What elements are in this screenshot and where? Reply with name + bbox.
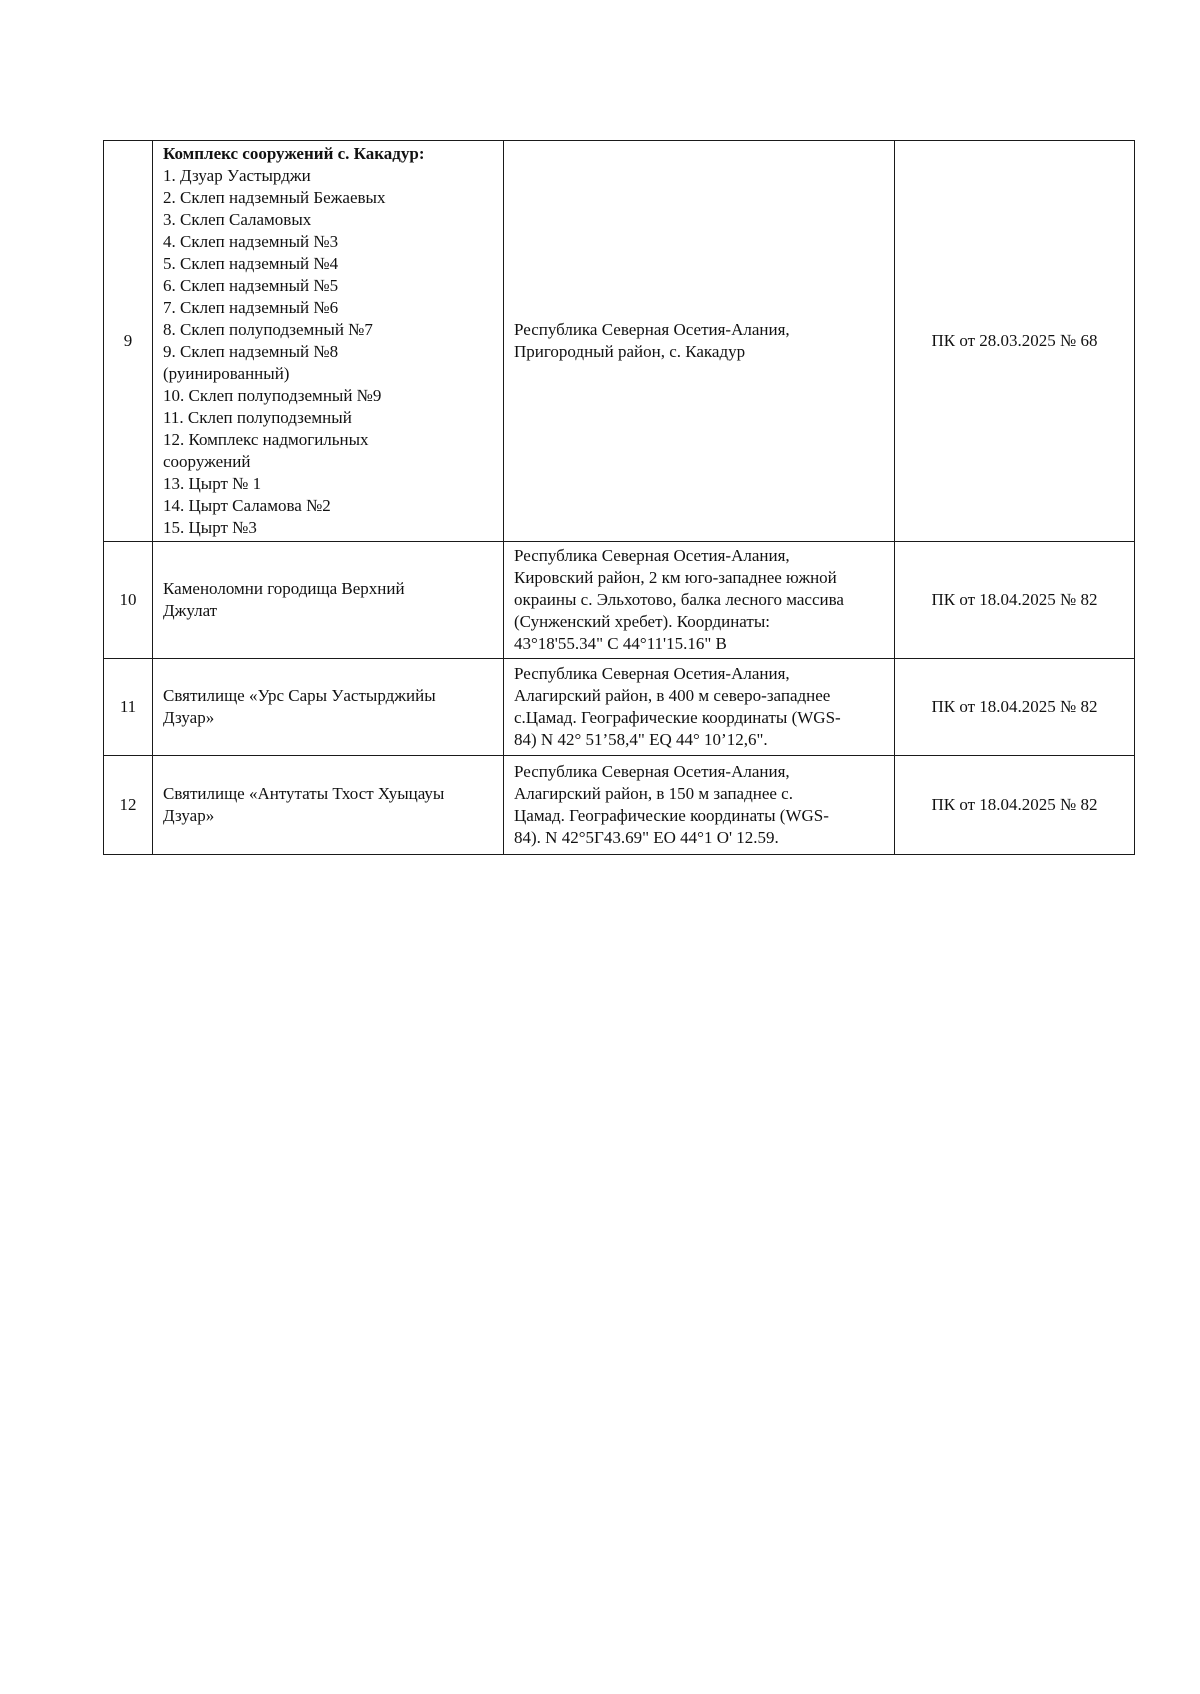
location-line: Кировский район, 2 км юго-западнее южной [514, 568, 837, 587]
location-line: Цамад. Географические координаты (WGS- [514, 806, 829, 825]
location-line: Республика Северная Осетия-Алания, [514, 546, 790, 565]
object-list-item: (руинированный) [163, 364, 290, 383]
object-list-item: 6. Склеп надземный №5 [163, 276, 339, 295]
row-number: 12 [104, 756, 153, 855]
object-list-item: 12. Комплекс надмогильных [163, 430, 369, 449]
object-list-item: 7. Склеп надземный №6 [163, 298, 339, 317]
location-line: 84). N 42°5Г43.69" ЕО 44°1 О' 12.59. [514, 828, 779, 847]
object-name-line: Святилище «Урс Сары Уастырджийы [163, 686, 436, 705]
location-line: Алагирский район, в 400 м северо-западнее [514, 686, 831, 705]
heritage-objects-table [103, 140, 1135, 855]
location-line: (Сунженский хребет). Координаты: [514, 612, 770, 631]
table-row [104, 659, 1135, 756]
location-line: 43°18'55.34" С 44°11'15.16" В [514, 634, 727, 653]
object-list-item: 15. Цырт №3 [163, 518, 257, 537]
location-line: Республика Северная Осетия-Алания, [514, 664, 790, 683]
object-name-line: Дзуар» [163, 708, 215, 727]
object-name-line: Каменоломни городища Верхний [163, 579, 405, 598]
row-number: 11 [104, 659, 153, 756]
object-name-cell [153, 141, 504, 542]
location-cell [504, 756, 895, 855]
object-list-item: 10. Склеп полуподземный №9 [163, 386, 382, 405]
location-line: окраины с. Эльхотово, балка лесного массива [514, 590, 844, 609]
row-number: 9 [104, 141, 153, 542]
object-list-item: 9. Склеп надземный №8 [163, 342, 339, 361]
object-name-line: Святилище «Антутаты Тхост Хуыцауы [163, 784, 445, 803]
object-list-item: 13. Цырт № 1 [163, 474, 262, 493]
location-line: Республика Северная Осетия-Алания, [514, 762, 790, 781]
location-cell [504, 141, 895, 542]
object-name-cell [153, 756, 504, 855]
object-list-item: 4. Склеп надземный №3 [163, 232, 339, 251]
table-row [104, 141, 1135, 542]
row-number: 10 [104, 542, 153, 659]
object-list-item: сооружений [163, 452, 251, 471]
location-line: 84) N 42° 51’58,4" EQ 44° 10’12,6". [514, 730, 768, 749]
table-row [104, 542, 1135, 659]
location-line: Республика Северная Осетия-Алания, [514, 320, 790, 339]
object-list-item: 2. Склеп надземный Бежаевых [163, 188, 386, 207]
object-list-item: 5. Склеп надземный №4 [163, 254, 339, 273]
object-name-cell [153, 659, 504, 756]
object-list-item: 14. Цырт Саламова №2 [163, 496, 331, 515]
object-list-item: 3. Склеп Саламовых [163, 210, 312, 229]
location-line: Алагирский район, в 150 м западнее с. [514, 784, 793, 803]
object-list-item: 8. Склеп полуподземный №7 [163, 320, 373, 339]
object-name-cell [153, 542, 504, 659]
location-cell [504, 659, 895, 756]
document-reference: ПК от 18.04.2025 № 82 [895, 659, 1135, 756]
location-cell [504, 542, 895, 659]
table-row [104, 756, 1135, 855]
object-name-line: Джулат [163, 601, 218, 620]
document-reference: ПК от 18.04.2025 № 82 [895, 756, 1135, 855]
object-name-line: Дзуар» [163, 806, 215, 825]
location-line: Пригородный район, с. Какадур [514, 342, 746, 361]
document-reference: ПК от 18.04.2025 № 82 [895, 542, 1135, 659]
object-list-item: 11. Склеп полуподземный [163, 408, 352, 427]
object-list-item: 1. Дзуар Уастырджи [163, 166, 311, 185]
location-line: с.Цамад. Географические координаты (WGS- [514, 708, 841, 727]
object-complex-title: Комплекс сооружений с. Какадур: [163, 144, 425, 163]
document-reference: ПК от 28.03.2025 № 68 [895, 141, 1135, 542]
